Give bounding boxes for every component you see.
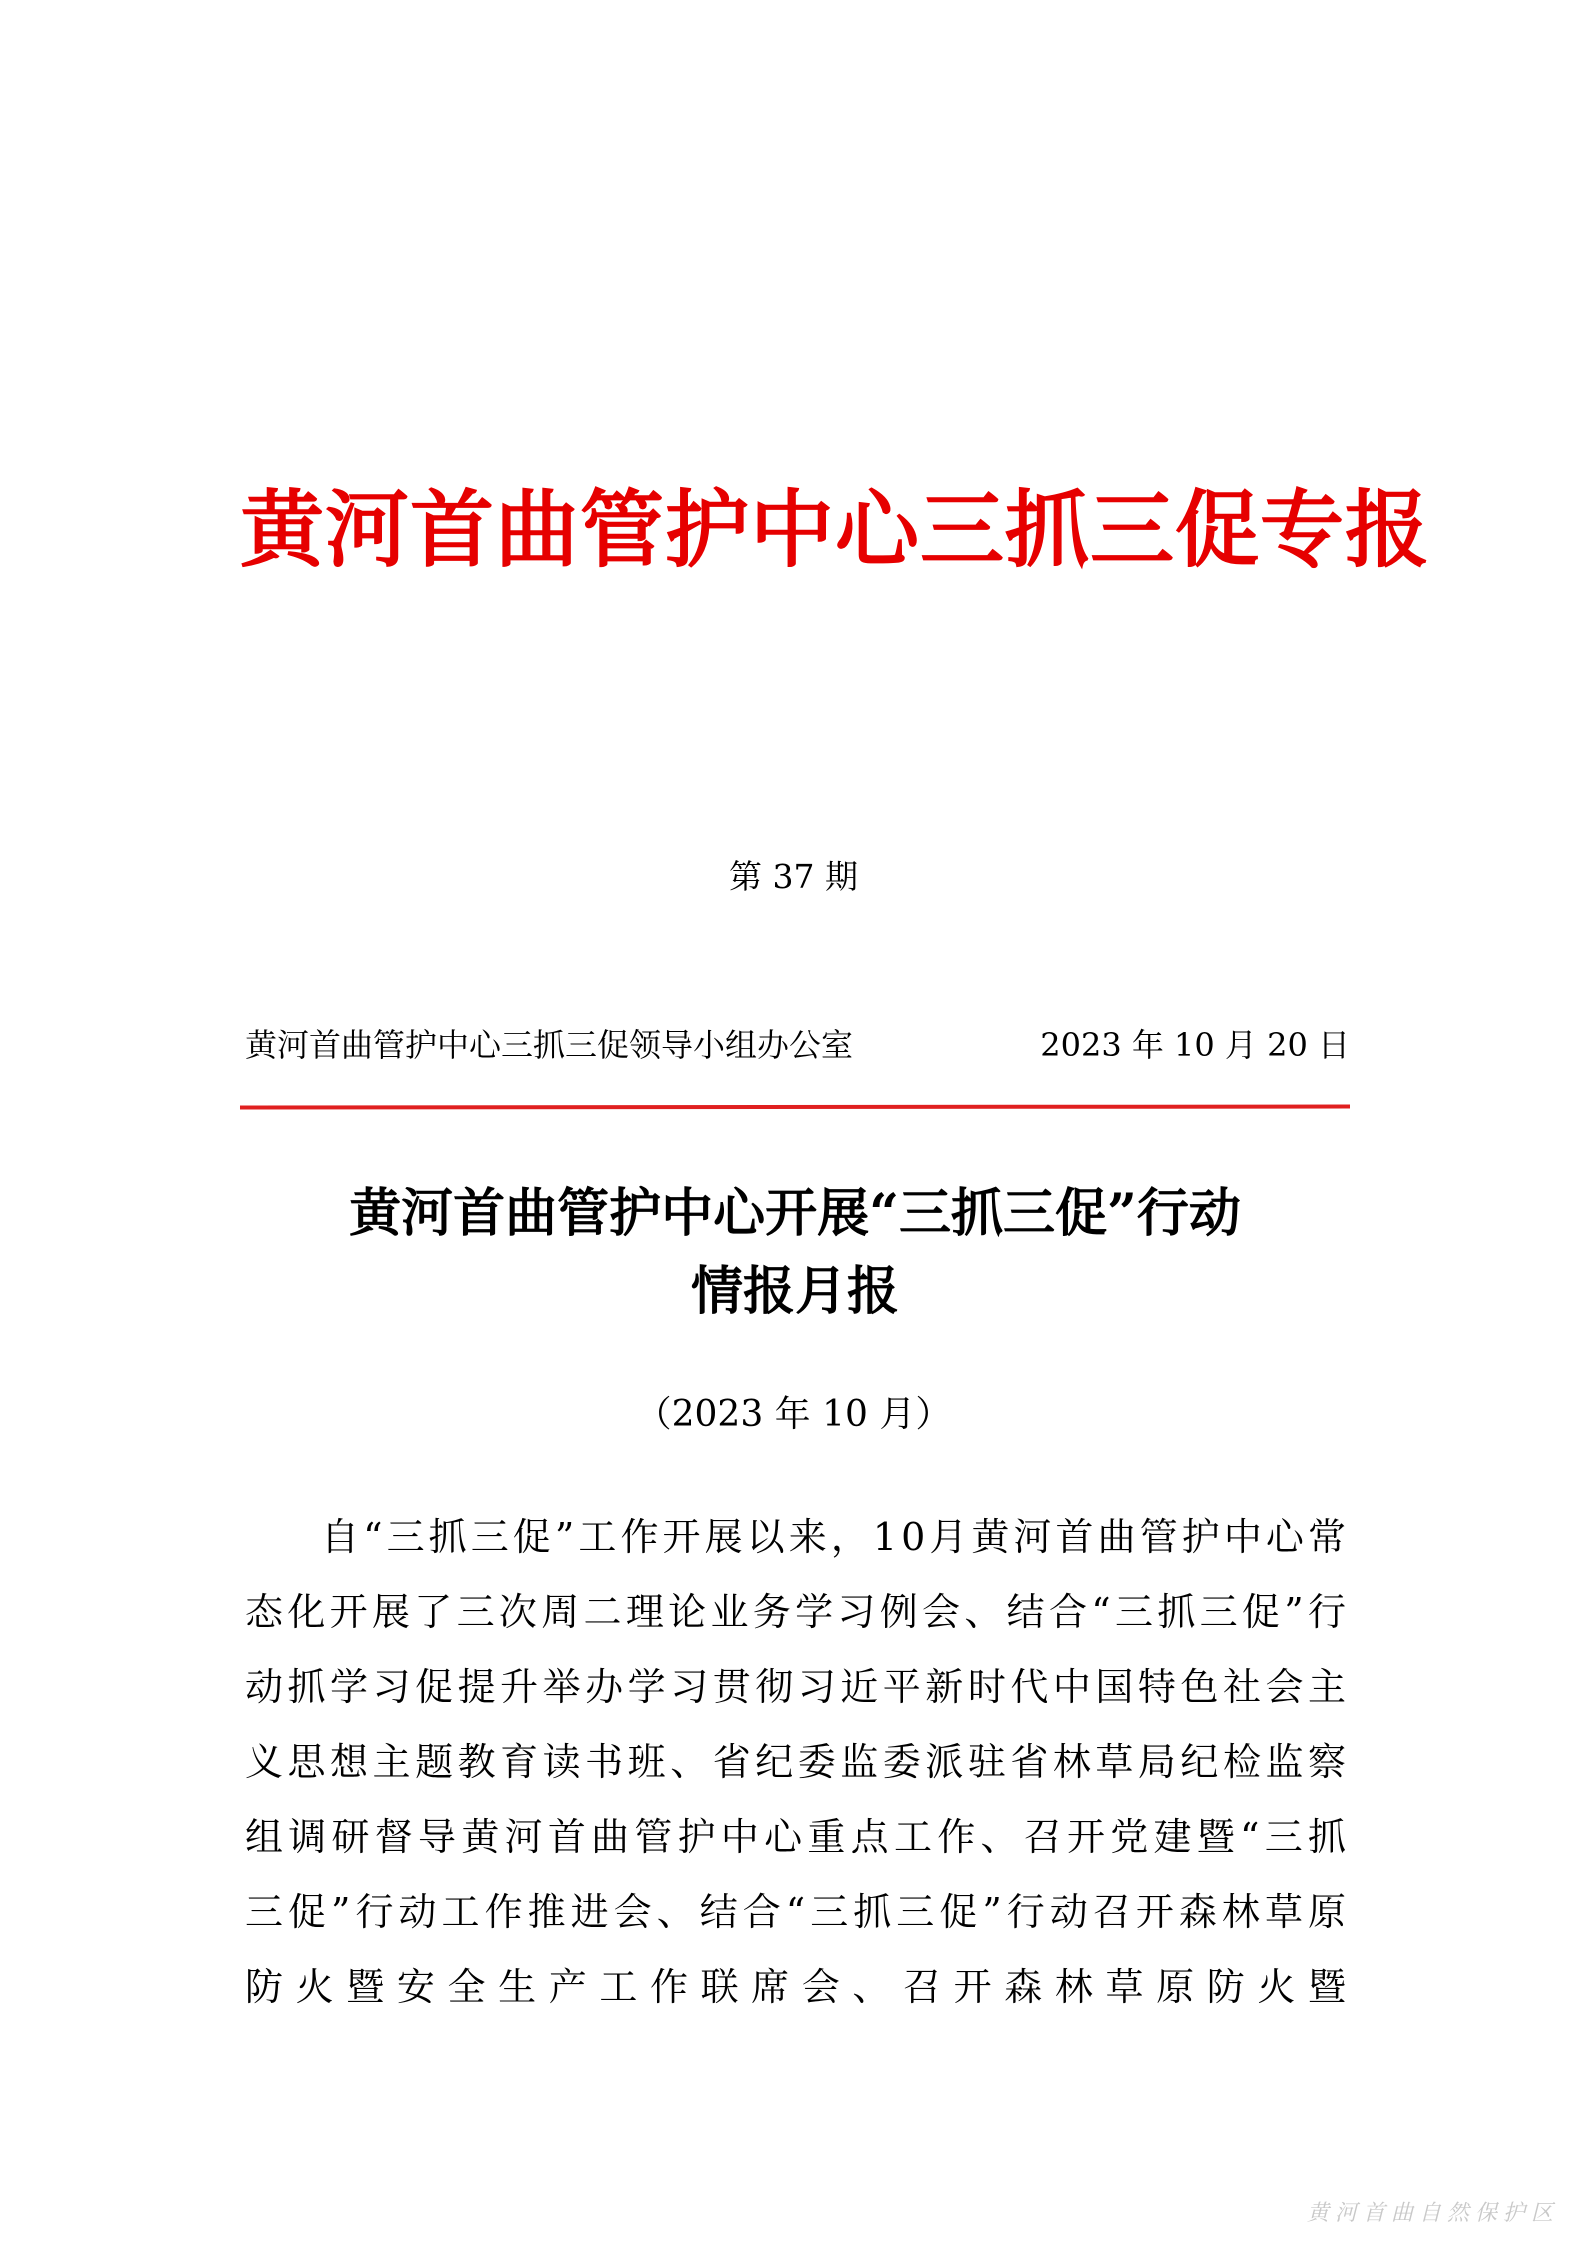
body-paragraph: 自“三抓三促”工作开展以来，10月黄河首曲管护中心常态化开展了三次周二理论业务学习例会、结合“三抓三促”行动抓学习促提升举办学习贯彻习近平新时代中国特色社会主义思想主题教育读书班、省纪委监委派驻省林草局纪检监察组调研督导黄河首曲管护中心重点工作、召开党建暨“三抓三促”行动工作推进会、结合“三抓三促”行动召开森林草原防火暨安全生产工作联席会、召开森林草原防火暨 bbox=[245, 1515, 1350, 2009]
article-title bbox=[240, 1175, 1350, 1331]
article-body bbox=[245, 1500, 1350, 2025]
article-title-line-1: 黄河首曲管护中心开展“三抓三促”行动 bbox=[349, 1183, 1241, 1244]
article-title-line-2: 情报月报 bbox=[690, 1261, 899, 1322]
masthead-title: 黄河首曲管护中心三抓三促专报 bbox=[240, 480, 1431, 579]
article-period: （2023 年 10 月） bbox=[635, 1394, 952, 1435]
watermark: 黄河首曲自然保护区 bbox=[1306, 2201, 1559, 2226]
red-divider bbox=[240, 1105, 1350, 1110]
issuer-meta-row bbox=[245, 1020, 1350, 1070]
issuer-name: 黄河首曲管护中心三抓三促领导小组办公室 bbox=[245, 1026, 854, 1064]
issue-date: 2023 年 10 月 20 日 bbox=[1040, 1026, 1350, 1064]
issue-number: 第 37 期 bbox=[729, 857, 858, 896]
